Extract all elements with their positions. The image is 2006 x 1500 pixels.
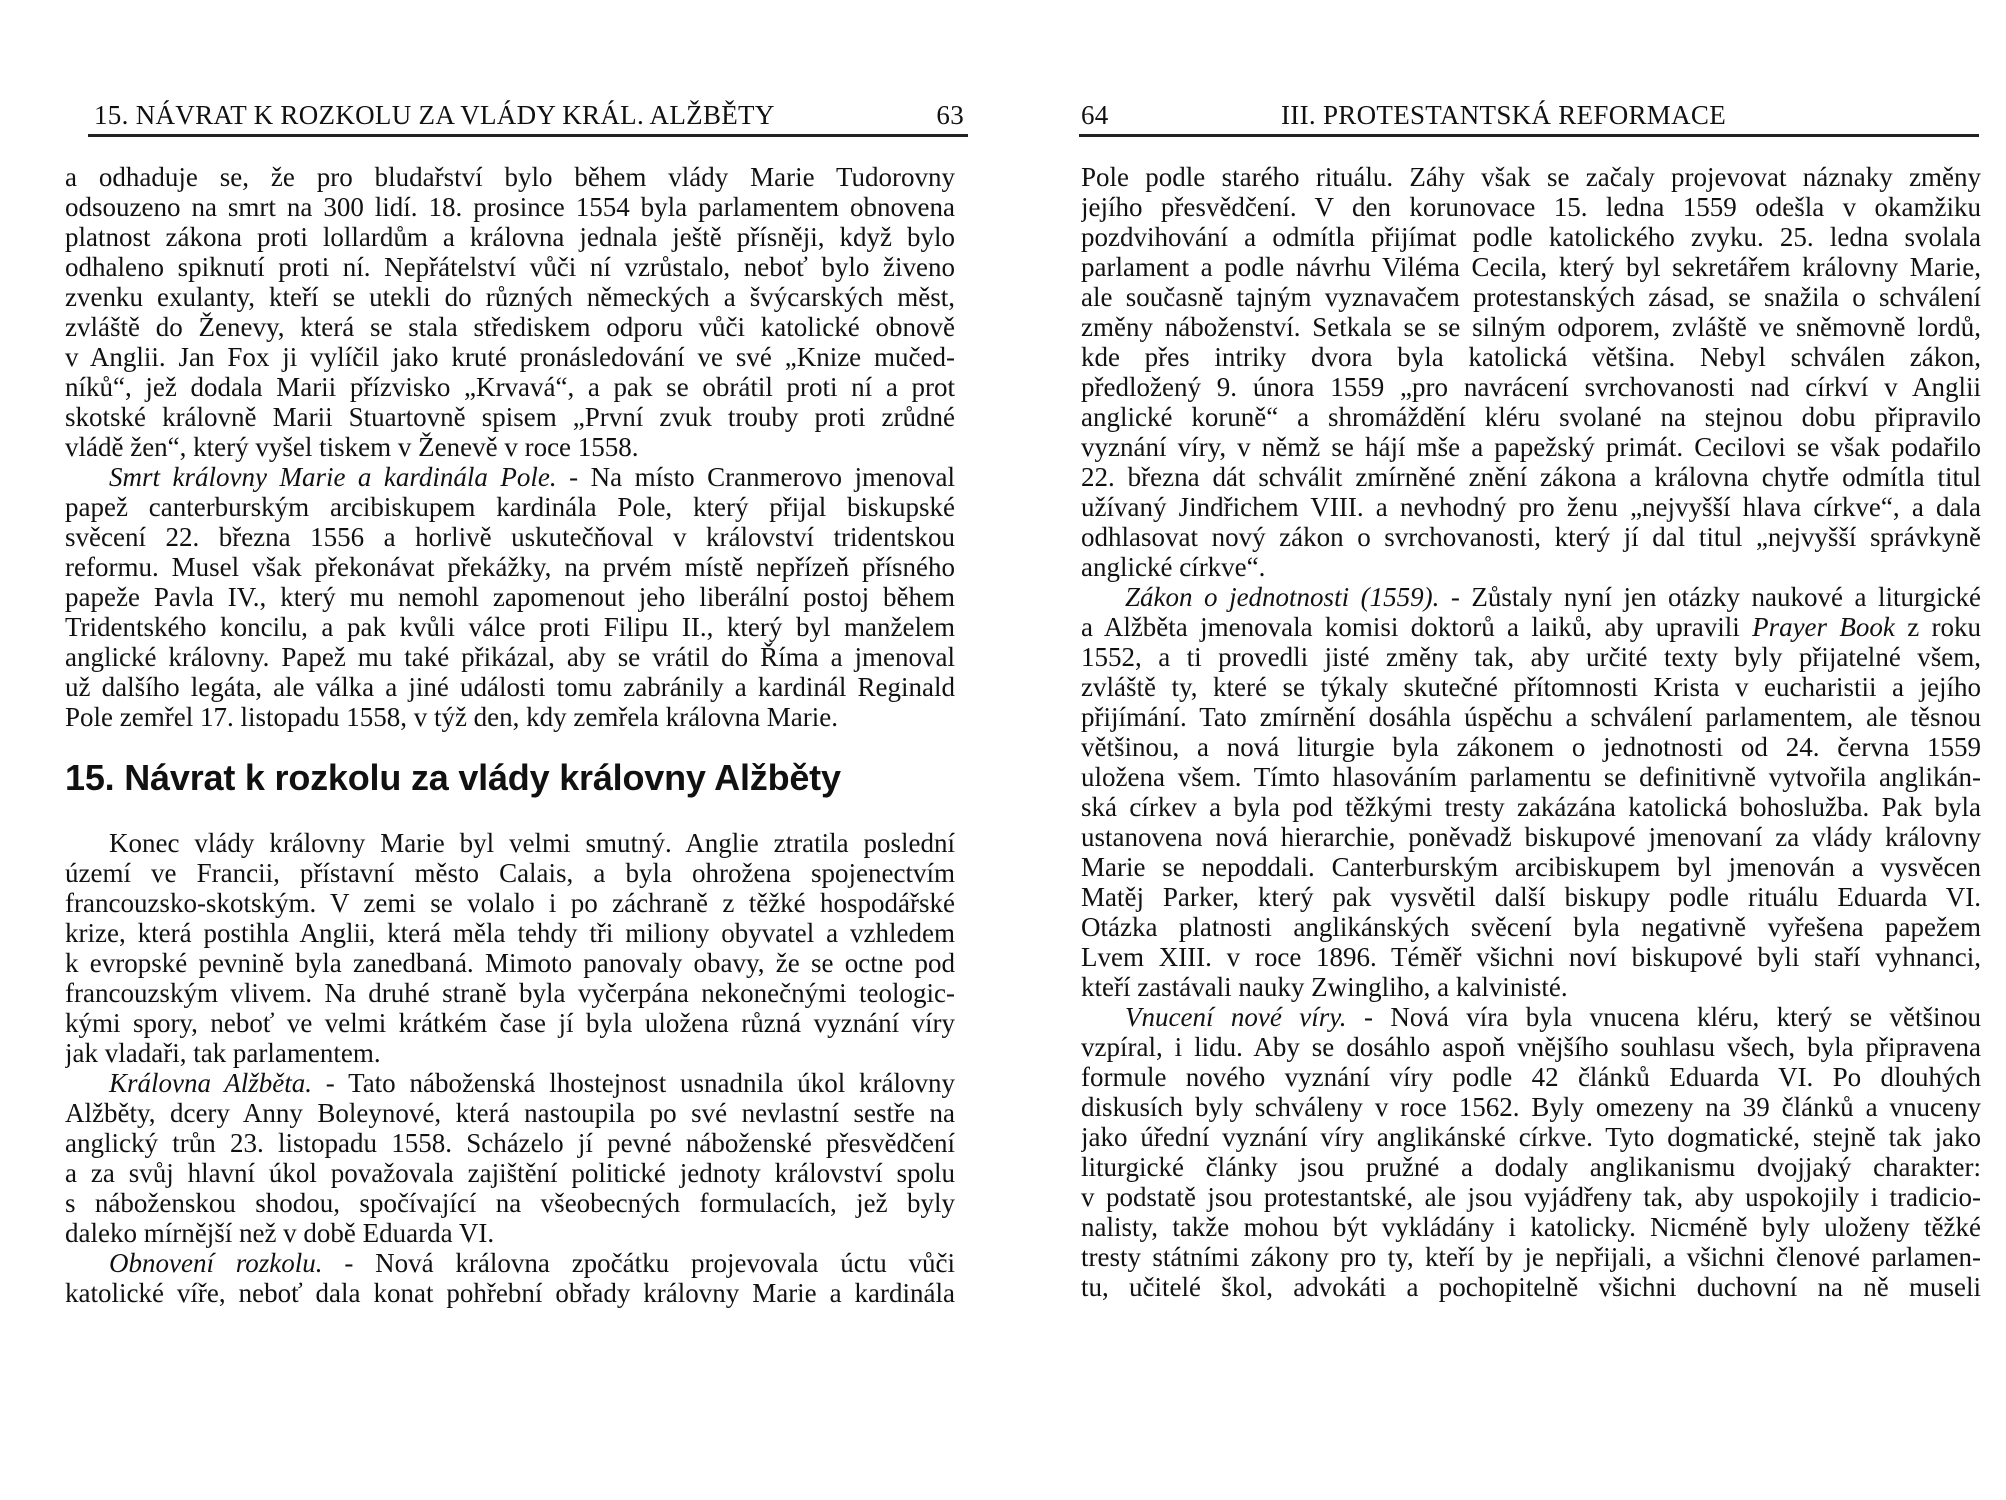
page-number: 63 [936,100,964,130]
text-line: anglické koruně“ a shromáždění kléru svolané na stejnou dobu připravilo [1081,402,1981,432]
paragraph-kralovna-alzbeta [65,1068,955,1248]
text-line: zvláště do Ženevy, která se stala střediskem odporu vůči katolické obnově [65,312,955,342]
text-line: kými spory, neboť ve velmi krátkém čase jí byla uložena různá vyznání víry [65,1008,955,1038]
text-line: Pole podle starého rituálu. Záhy však se začaly projevovat náznaky změny [1081,162,1981,192]
text-line: zvenku exulanty, kteří se utekli do různých německých a švýcarských měst, [65,282,955,312]
paragraph-pole-ritual [1081,162,1981,582]
paragraph-smrt-kralovny [65,462,955,732]
text-line: liturgické články jsou pružné a dodaly anglikanismu dvojjaký charakter: [1081,1152,1981,1182]
text-line: francouzským vlivem. Na druhé straně byla vyčerpána nekonečnými teologic- [65,978,955,1008]
text-line: platnost zákona proti lollardům a královna jednala ještě přísněji, když bylo [65,222,955,252]
text-line: Otázka platnosti anglikánských svěcení byla negativně vyřešena papežem [1081,912,1981,942]
text-line: Konec vlády královny Marie byl velmi smutný. Anglie ztratila poslední [109,828,955,858]
paragraph-heading: Vnucení nové víry. [1125,1002,1347,1032]
text-span: - Na místo Cranmerovo jmenoval [556,462,955,492]
text-line: anglický trůn 23. listopadu 1558. Scházelo jí pevné náboženské přesvědčení [65,1128,955,1158]
text-line: katolické víře, neboť dala konat pohřební obřady královny Marie a kardinála [65,1278,955,1308]
text-line: svěcení 22. března 1556 a horlivě uskutečňoval v království tridentskou [65,522,955,552]
text-span: - Tato náboženská lhostejnost usnadnila úkol královny [312,1068,955,1098]
paragraph-vnuceni-nove-viry [1081,1002,1981,1302]
text-line: většinou, a nová liturgie byla zákonem o jednotnosti od 24. června 1559 [1081,732,1981,762]
text-line: území ve Francii, přístavní město Calais, a byla ohrožena spojenectvím [65,858,955,888]
text-line: Lvem XIII. v roce 1896. Téměř všichni noví biskupové byli staří vyhnanci, [1081,942,1981,972]
text-span: a Alžběta jmenovala komisi doktorů a laiků, aby upravili [1081,612,1753,642]
text-line: 1552, a ti provedli jisté změny tak, aby určité texty byly přijatelné všem, [1081,642,1981,672]
paragraph-heading: Obnovení rozkolu. [109,1248,323,1278]
text-line: kteří zastávali nauky Zwingliho, a kalvinisté. [1081,972,1568,1002]
text-line [1081,1002,1981,1032]
left-page-text [65,162,955,1308]
paragraph-zakon-o-jednotnosti [1081,582,1981,1002]
text-line: vládě žen“, který vyšel tiskem v Ženevě v roce 1558. [65,432,639,462]
text-line [1081,582,1981,612]
header-rule [1079,134,1979,137]
text-line: uložena všem. Tímto hlasováním parlamentu se definitivně vytvořila anglikán- [1081,762,1981,792]
text-line: s náboženskou shodou, spočívající na všeobecných formulacích, jež byly [65,1188,955,1218]
text-line: formule nového vyznání víry podle 42 článků Eduarda VI. Po dlouhých [1081,1062,1981,1092]
text-line [65,462,955,492]
text-line: diskusích byly schváleny v roce 1562. Byly omezeny na 39 článků a vnuceny [1081,1092,1981,1122]
text-span: - Zůstaly nyní jen otázky naukové a liturgické [1439,582,1981,612]
text-line: jak vladaři, tak parlamentem. [65,1038,381,1068]
text-line: tu, učitelé škol, advokáti a pochopitelně všichni duchovní na ně museli [1081,1272,1981,1302]
text-line: kde přes intriky dvora byla katolická většina. Nebyl schválen zákon, [1081,342,1981,372]
text-line: Pole zemřel 17. listopadu 1558, v týž den, kdy zemřela královna Marie. [65,702,839,732]
text-line: ale současně tajným vyznavačem protestanských zásad, se snažila o schválení [1081,282,1981,312]
text-span: z roku [1894,612,1981,642]
text-line: už dalšího legáta, ale válka a jiné události tomu zabránily a kardinál Reginald [65,672,955,702]
text-line: zvláště ty, které se týkaly skutečné přítomnosti Krista v eucharistii a jejího [1081,672,1981,702]
text-span: - Nová víra byla vnucena kléru, který se většinou [1346,1002,1981,1032]
text-line: skotské královně Marii Stuartovně spisem „První zvuk trouby proti zrůdné [65,402,955,432]
paragraph-heading: Zákon o jednotnosti (1559). [1125,582,1440,612]
text-line: pozdvihování a odmítla přijímat podle katolického zvyku. 25. ledna svolala [1081,222,1981,252]
right-page-text [1081,162,1981,1302]
text-line: papež canterburským arcibiskupem kardinála Pole, který přijal biskupské [65,492,955,522]
text-line: k evropské pevnině byla zanedbaná. Mimoto panovaly obavy, že se octne pod [65,948,955,978]
text-line [65,1068,955,1098]
text-line: předložený 9. února 1559 „pro navrácení svrchovanosti nad církví v Anglii [1081,372,1981,402]
paragraph-heading: Královna Alžběta. [109,1068,313,1098]
text-line: v Anglii. Jan Fox ji vylíčil jako kruté pronásledování ve své „Knize mučed- [65,342,955,372]
text-line: a za svůj hlavní úkol považovala zajištění politické jednoty království spolu [65,1158,955,1188]
text-line: daleko mírnější než v době Eduarda VI. [65,1218,495,1248]
text-line: přijímání. Tato zmírnění dosáhla úspěchu a schválení parlamentem, ale těsnou [1081,702,1981,732]
section-heading: 15. Návrat k rozkolu za vlády královny Alžběty [65,757,841,798]
text-line: anglické královny. Papež mu také přikázal, aby se vrátil do Říma a jmenoval [65,642,955,672]
text-line: odhlasovat nový zákon o svrchovanosti, který jí dal titul „nejvyšší správkyně [1081,522,1981,552]
text-line: Marie se nepoddali. Canterburským arcibiskupem byl jmenován a vysvěcen [1081,852,1981,882]
text-line: ská církev a byla pod těžkými tresty zakázána katolická bohoslužba. Pak byla [1081,792,1981,822]
page-number: 64 [1081,100,1109,130]
text-line: Matěj Parker, který pak vysvětil další biskupy podle rituálu Eduarda VI. [1081,882,1981,912]
text-span: - Nová královna zpočátku projevovala úctu vůči [322,1248,955,1278]
text-line: Alžběty, dcery Anny Boleynové, která nastoupila po své nevlastní sestře na [65,1098,955,1128]
text-line: v podstatě jsou protestantské, ale jsou vyjádřeny tak, aby uspokojily i tradicio- [1081,1182,1981,1212]
paragraph-obnoveni-rozkolu [65,1248,955,1308]
text-line: a odhaduje se, že pro bludařství bylo během vlády Marie Tudorovny [65,162,955,192]
text-line: parlament a podle návrhu Viléma Cecila, který byl sekretářem královny Marie, [1081,252,1981,282]
text-line [65,1248,955,1278]
text-line: jako úřední vyznání víry anglikánské církve. Tyto dogmatické, stejně tak jako [1081,1122,1981,1152]
text-line: papeže Pavla IV., který mu nemohl zapomenout jeho liberální postoj během [65,582,955,612]
text-line: níků“, jež dodala Marii přízvisko „Krvavá“, a pak se obrátil proti ní a prot [65,372,955,402]
text-line: odsouzeno na smrt na 300 lidí. 18. prosince 1554 byla parlamentem obnovena [65,192,955,222]
text-line: Tridentského koncilu, a pak kvůli válce proti Filipu II., který byl manželem [65,612,955,642]
text-line: anglické církve“. [1081,552,1266,582]
text-line [1081,612,1981,642]
running-head-title: III. PROTESTANTSKÁ REFORMACE [1281,100,1727,130]
text-line: francouzsko-skotským. V zemi se volalo i po záchraně z těžké hospodářské [65,888,955,918]
text-line: změny náboženství. Setkala se se silným odporem, zvláště ve sněmovně lordů, [1081,312,1981,342]
text-line: 22. března dát schválit zmírněné znění zákona a královna chytře odmítla titul [1081,462,1981,492]
text-line: odhaleno spiknutí proti ní. Nepřátelství vůči ní vzrůstalo, neboť bylo živeno [65,252,955,282]
paragraph-heading: Smrt královny Marie a kardinála Pole. [109,462,557,492]
text-line: ustanovena nová hierarchie, poněvadž biskupové jmenovaní za vlády královny [1081,822,1981,852]
text-line: nalisty, takže mohou být vykládány i katolicky. Nicméně byly uloženy těžké [1081,1212,1981,1242]
text-line: vyznání víry, v němž se hájí mše a papežský primát. Cecilovi se však podařilo [1081,432,1981,462]
text-line: jejího přesvědčení. V den korunovace 15. ledna 1559 odešla v okamžiku [1081,192,1981,222]
book-title: Prayer Book [1752,612,1895,642]
text-line: vzpíral, i lidu. Aby se dosáhlo aspoň vnějšího souhlasu všech, byla připravena [1081,1032,1981,1062]
paragraph-konec-vlady [65,828,955,1068]
text-line: reformu. Musel však překonávat překážky, na prvém místě nepřízeň přísného [65,552,955,582]
running-head-title: 15. NÁVRAT K ROZKOLU ZA VLÁDY KRÁL. ALŽBĚTY [94,100,775,130]
paragraph-bludarstvi [65,162,955,462]
text-line: užívaný Jindřichem VIII. a nevhodný pro ženu „nejvyšší hlava církve“, a dala [1081,492,1981,522]
text-line: krize, která postihla Anglii, která měla tehdy tři miliony obyvatel a vzhledem [65,918,955,948]
header-rule [88,134,968,137]
text-line: tresty státními zákony pro ty, kteří by je nepřijali, a všichni členové parlamen- [1081,1242,1981,1272]
